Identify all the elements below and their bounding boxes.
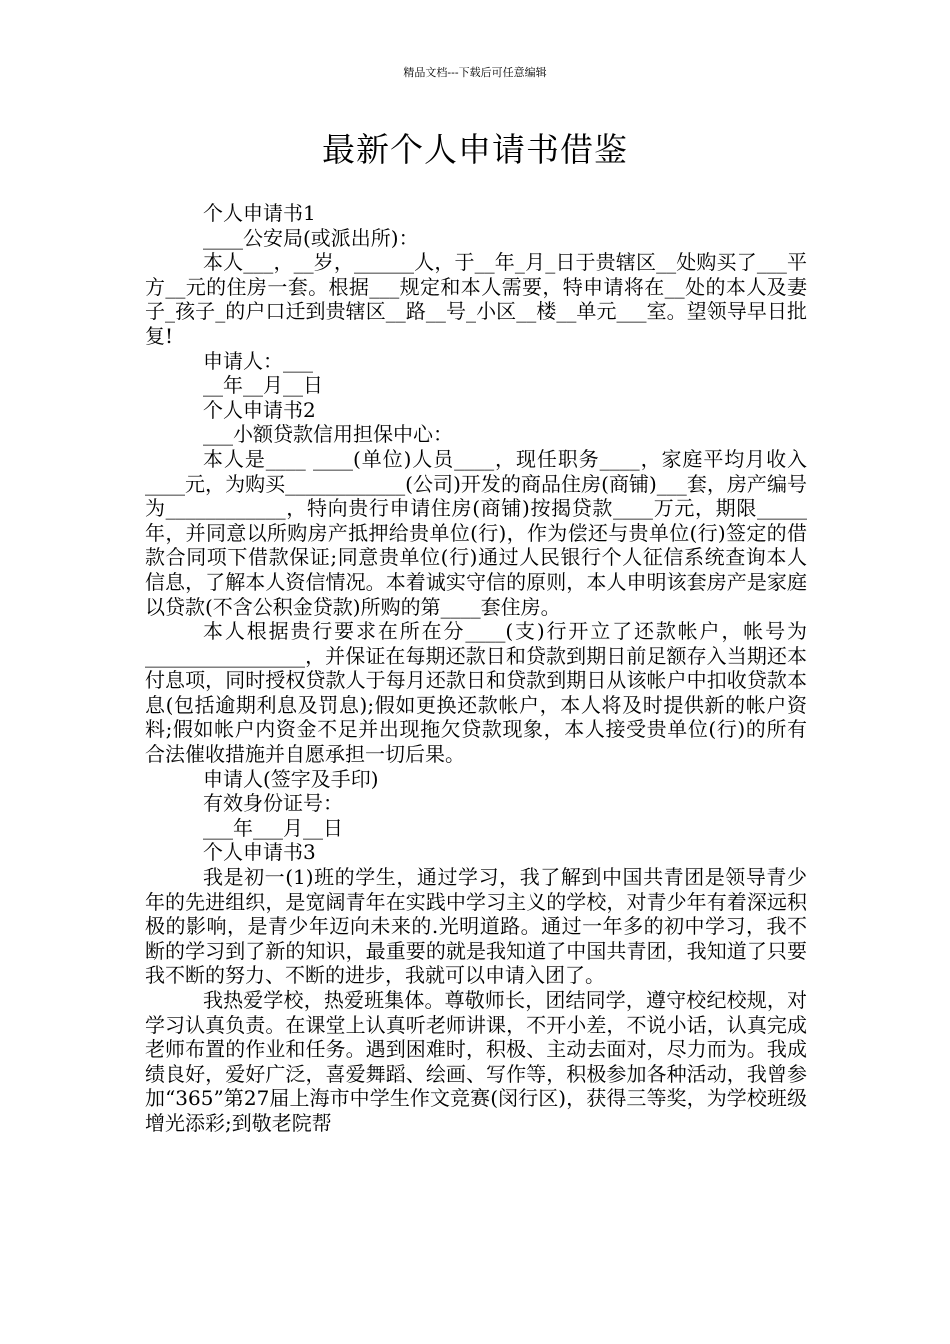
applicant-line: 申请人：___ <box>203 348 313 373</box>
header-note: 精品文档---下载后可任意编辑 <box>403 66 547 79</box>
body-paragraph: 本人是____ ____(单位)人员____，现任职务____，家庭平均月收入____元，为购买____________(公司)开发的商品住房(商铺)___套，房产编号为____________，特向贵行申请住房(商铺)按揭贷款____万元，期限_____年，并同意以所购房产抵押给贵单位(行)，作为偿还与贵单位(行)签定的借款合同项下借款保证;同意贵单位(行)通过人民银行个人征信系统查询本人信息，了解本人资信情况。本着诚实守信的原则，本人申明该套房产是家庭以贷款(不含公积金贷款)所购的第____套住房。 <box>145 446 807 619</box>
section-heading-3: 个人申请书3 <box>203 840 316 865</box>
body-paragraph: 我热爱学校，热爱班集体。尊敬师长，团结同学，遵守校纪校规，对学习认真负责。在课堂上认真听老师讲课，不开小差，不说小话，认真完成老师布置的作业和任务。遇到困难时，积极、主动去面对，尽力而为。我成绩良好，爱好广泛，喜爱舞蹈、绘画、写作等，积极参加各种活动，我曾参加“365”第27届上海市中学生作文竞赛(闵行区)，获得三等奖，为学校班级增光添彩;到敬老院帮 <box>145 988 807 1135</box>
document-title: 最新个人申请书借鉴 <box>322 130 628 169</box>
date-line: __年__月__日 <box>203 373 323 398</box>
signature-line: 申请人(签字及手印) <box>203 766 379 791</box>
body-paragraph: 本人___，__岁，______人，于__年_月_日于贵辖区__处购买了___平方__元的住房一套。根据___规定和本人需要，特申请将在__处的本人及妻子_孩子_的户口迁到贵辖区__路__号_小区__楼__单元___室。望领导早日批复! <box>145 250 807 348</box>
id-number-line: 有效身份证号： <box>203 791 343 816</box>
section-heading-2: 个人申请书2 <box>203 397 316 422</box>
body-paragraph: 我是初一(1)班的学生，通过学习，我了解到中国共青团是领导青少年的先进组织，是宽阔青年在实践中学习主义的学校，对青少年有着深远积极的影响，是青少年迈向未来的.光明道路。通过一年多的初中学习，我不断的学习到了新的知识，最重要的就是我知道了中国共青团，我知道了只要我不断的努力、不断的进步，我就可以申请入团了。 <box>145 865 807 988</box>
section-heading-1: 个人申请书1 <box>203 201 316 225</box>
body-paragraph: 本人根据贵行要求在所在分____(支)行开立了还款帐户，帐号为________________，并保证在每期还款日和贷款到期日前足额存入当期还本付息项，同时授权贷款人于每月还款日和贷款到期日从该帐户中扣收贷款本息(包括逾期利息及罚息);假如更换还款帐户，本人将及时提供新的帐户资料;假如帐户内资金不足并出现拖欠贷款现象，本人接受贵单位(行)的所有合法催收措施并自愿承担一切后果。 <box>145 619 807 767</box>
document-body <box>145 201 807 1136</box>
addressee-line: ___小额贷款信用担保中心： <box>203 422 453 447</box>
date-line: ___年___月__日 <box>203 815 343 840</box>
addressee-line: ____公安局(或派出所)： <box>203 225 419 250</box>
